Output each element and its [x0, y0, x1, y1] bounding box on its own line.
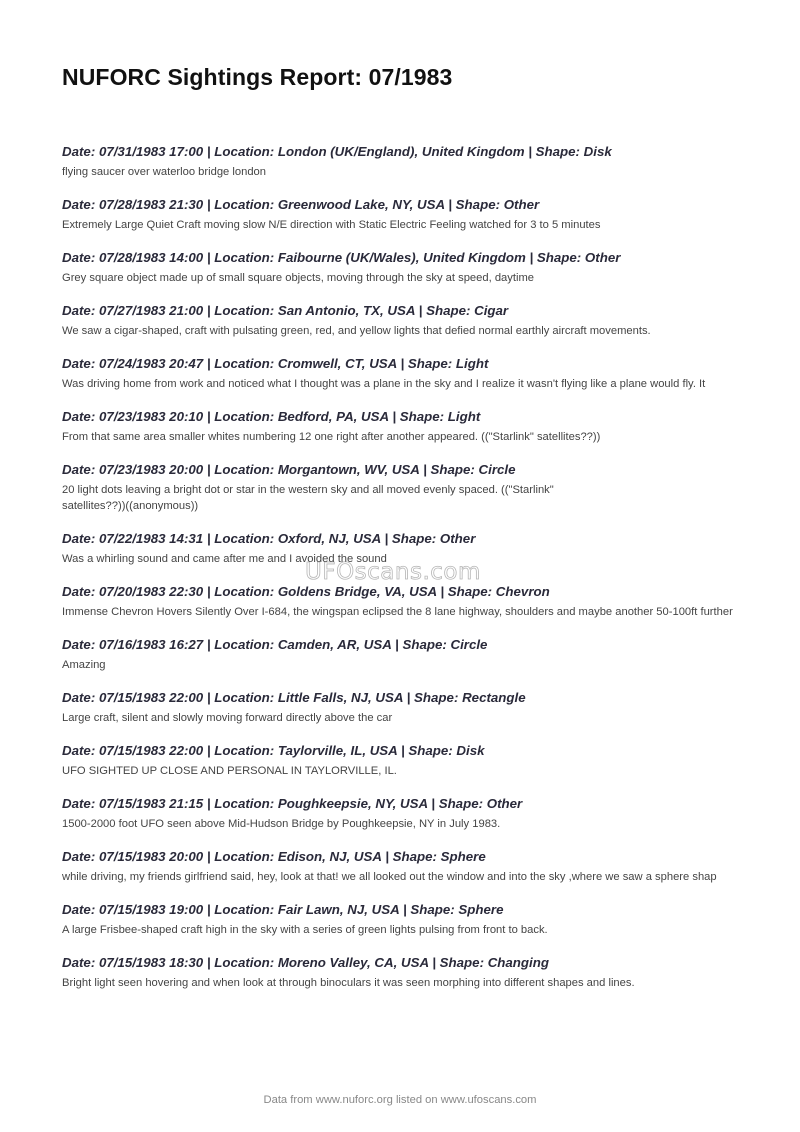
page-footer: Data from www.nuforc.org listed on www.ufoscans.com [263, 1094, 537, 1106]
sighting-header: Date: 07/20/1983 22:30 | Location: Goldens Bridge, VA, USA | Shape: Chevron [62, 584, 550, 599]
sighting-description: Grey square object made up of small square objects, moving through the sky at speed, daytime [62, 272, 534, 284]
sighting-header: Date: 07/15/1983 19:00 | Location: Fair Lawn, NJ, USA | Shape: Sphere [62, 902, 504, 917]
sighting-description: Immense Chevron Hovers Silently Over I-684, the wingspan eclipsed the 8 lane highway, shoulders and maybe another 50-100ft further [62, 606, 733, 618]
sighting-description: Extremely Large Quiet Craft moving slow N/E direction with Static Electric Feeling watched for 3 to 5 minutes [62, 219, 601, 231]
sighting-entry [62, 461, 752, 514]
sighting-entry [62, 689, 752, 726]
sighting-header: Date: 07/24/1983 20:47 | Location: Cromwell, CT, USA | Shape: Light [62, 356, 489, 371]
sighting-entry [62, 795, 752, 832]
sighting-header: Date: 07/28/1983 21:30 | Location: Greenwood Lake, NY, USA | Shape: Other [62, 197, 540, 212]
sighting-description: UFO SIGHTED UP CLOSE AND PERSONAL IN TAYLORVILLE, IL. [62, 765, 397, 777]
sighting-header: Date: 07/15/1983 21:15 | Location: Poughkeepsie, NY, USA | Shape: Other [62, 796, 523, 811]
sighting-entry [62, 408, 752, 445]
sighting-description: From that same area smaller whites numbering 12 one right after another appeared. (("Starlink" satellites??)) [62, 431, 601, 443]
sighting-description: Large craft, silent and slowly moving forward directly above the car [62, 712, 393, 724]
sighting-header: Date: 07/23/1983 20:10 | Location: Bedford, PA, USA | Shape: Light [62, 409, 481, 424]
sighting-description: flying saucer over waterloo bridge london [62, 166, 266, 178]
sightings-list [62, 143, 752, 1007]
sighting-entry [62, 848, 752, 885]
sighting-header: Date: 07/15/1983 18:30 | Location: Moreno Valley, CA, USA | Shape: Changing [62, 955, 549, 970]
sighting-entry [62, 636, 752, 673]
sighting-header: Date: 07/16/1983 16:27 | Location: Camden, AR, USA | Shape: Circle [62, 637, 488, 652]
sighting-description: Was driving home from work and noticed what I thought was a plane in the sky and I realize it wasn't flying like a plane would fly. It [62, 378, 706, 390]
sighting-header: Date: 07/27/1983 21:00 | Location: San Antonio, TX, USA | Shape: Cigar [62, 303, 509, 318]
watermark-logo: UFOscans.com [305, 559, 481, 585]
sighting-description: Was a whirling sound and came after me and I avoided the sound [62, 553, 387, 565]
sighting-header: Date: 07/23/1983 20:00 | Location: Morgantown, WV, USA | Shape: Circle [62, 462, 516, 477]
sighting-entry [62, 530, 752, 567]
sighting-description: Amazing [62, 659, 106, 671]
sighting-entry [62, 143, 752, 180]
sighting-entry [62, 901, 752, 938]
sighting-header: Date: 07/28/1983 14:00 | Location: Faibourne (UK/Wales), United Kingdom | Shape: Other [62, 250, 621, 265]
sighting-description: Bright light seen hovering and when look at through binoculars it was seen morphing into different shapes and lines. [62, 977, 635, 989]
sighting-header: Date: 07/15/1983 20:00 | Location: Edison, NJ, USA | Shape: Sphere [62, 849, 486, 864]
sighting-description: while driving, my friends girlfriend said, hey, look at that! we all looked out the window and into the sky ,where we saw a sphere shap [62, 871, 717, 883]
page-title: NUFORC Sightings Report: 07/1983 [62, 64, 453, 90]
sighting-entry [62, 355, 752, 392]
sighting-entry [62, 302, 752, 339]
sighting-entry [62, 196, 752, 233]
sighting-description: A large Frisbee-shaped craft high in the sky with a series of green lights pulsing from front to back. [62, 924, 548, 936]
sighting-entry [62, 954, 752, 991]
sighting-entry [62, 583, 752, 620]
sighting-entry [62, 249, 752, 286]
sighting-header: Date: 07/31/1983 17:00 | Location: London (UK/England), United Kingdom | Shape: Disk [62, 144, 612, 159]
sighting-description: 1500-2000 foot UFO seen above Mid-Hudson Bridge by Poughkeepsie, NY in July 1983. [62, 818, 501, 830]
sighting-description: 20 light dots leaving a bright dot or star in the western sky and all moved evenly spaced. (("Starlink" satellites??))((anonymous)) [62, 484, 554, 512]
sighting-header: Date: 07/22/1983 14:31 | Location: Oxford, NJ, USA | Shape: Other [62, 531, 476, 546]
sighting-header: Date: 07/15/1983 22:00 | Location: Taylorville, IL, USA | Shape: Disk [62, 743, 485, 758]
sighting-entry [62, 742, 752, 779]
sighting-header: Date: 07/15/1983 22:00 | Location: Little Falls, NJ, USA | Shape: Rectangle [62, 690, 526, 705]
sighting-description: We saw a cigar-shaped, craft with pulsating green, red, and yellow lights that defied normal earthly aircraft movements. [62, 325, 651, 337]
